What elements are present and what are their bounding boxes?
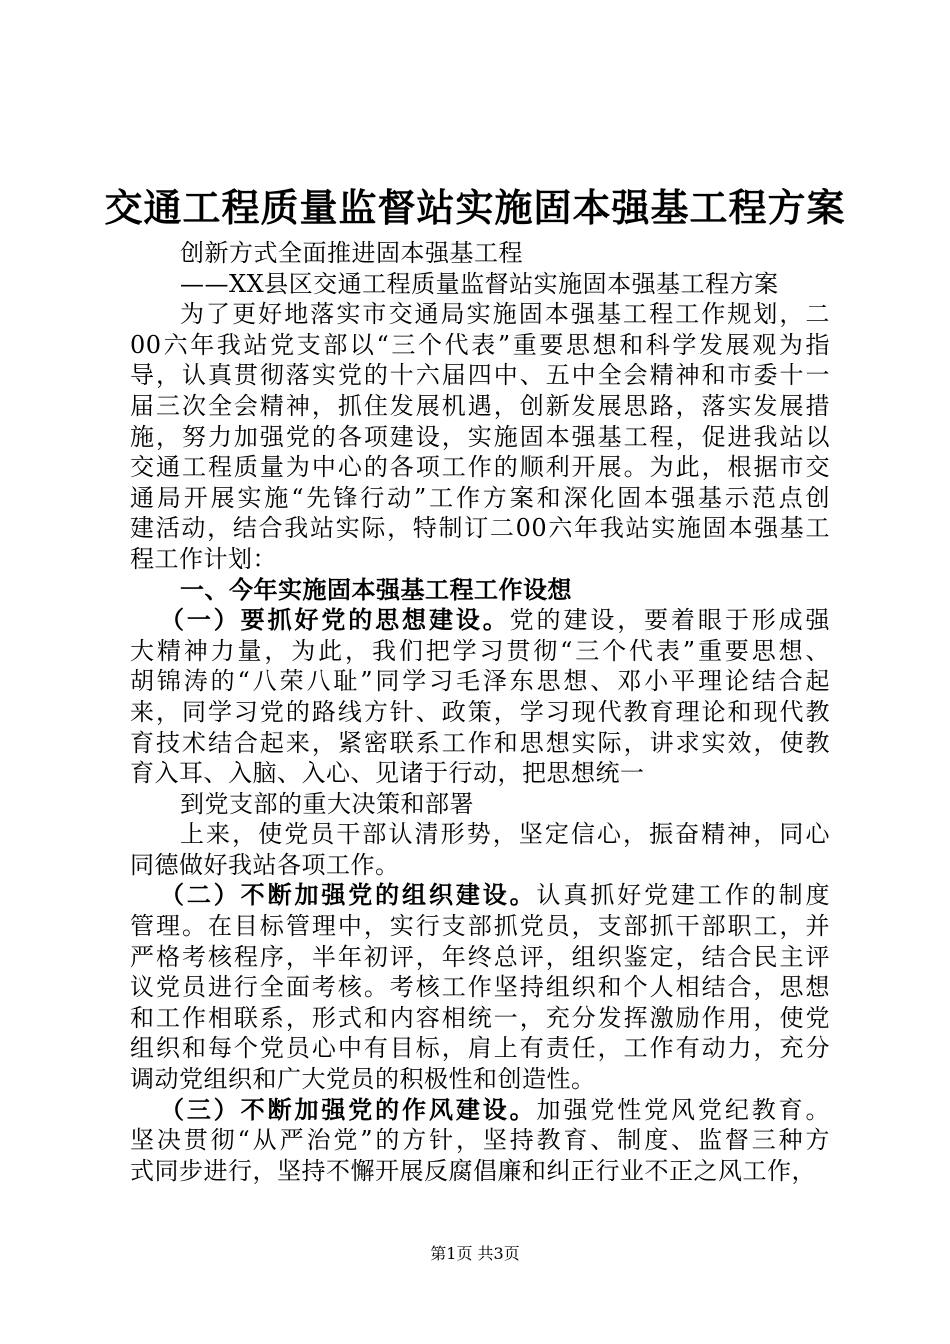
document-body	[130, 238, 830, 1186]
document-title: 交通工程质量监督站实施固本强基工程方案	[104, 185, 846, 230]
intro-line: 建活动，结合我站实际，特制订二00六年我站实施固本强基工	[130, 514, 830, 543]
item-heading: （一）要抓好党的思想建设。	[160, 606, 510, 635]
item-line: 坚决贯彻“从严治党”的方针，坚持教育、制度、监督三种方	[130, 1126, 830, 1155]
subtitle: 创新方式全面推进固本强基工程	[180, 239, 523, 267]
item-text: 加强党性党风党纪教育。	[536, 1095, 831, 1124]
item-line: 式同步进行，坚持不懈开展反腐倡廉和纠正行业不正之风工作，	[130, 1156, 816, 1185]
item-line: 育技术结合起来，紧密联系工作和思想实际，讲求实效，使教	[130, 728, 830, 757]
intro-line: 届三次全会精神，抓住发展机遇，创新发展思路，落实发展措	[130, 391, 830, 420]
item-line: 来，同学习党的路线方针、政策，学习现代教育理论和现代教	[130, 697, 830, 726]
item-line: 育入耳、入脑、入心、见诸于行动，把思想统一	[130, 759, 645, 788]
item-line: 管理。在目标管理中，实行支部抓党员，支部抓干部职工，并	[130, 912, 830, 941]
item-line: 组织和每个党员心中有目标，肩上有责任，工作有动力，充分	[130, 1034, 830, 1063]
item-text: 党的建设，要着眼于形成强	[509, 606, 831, 635]
item-text: 认真抓好党建工作的制度	[536, 881, 831, 910]
item-line: 胡锦涛的“八荣八耻”同学习毛泽东思想、邓小平理论结合起	[130, 667, 830, 696]
intro-line: 00六年我站党支部以“三个代表”重要思想和科学发展观为指	[130, 330, 830, 359]
item-line: 严格考核程序，半年初评，年终总评，组织鉴定，结合民主评	[130, 942, 830, 971]
item-line: 到党支部的重大决策和部署	[180, 789, 474, 818]
item-first-line	[130, 605, 830, 636]
intro-line: 施，努力加强党的各项建设，实施固本强基工程，促进我站以	[130, 422, 830, 451]
item-first-line	[130, 1095, 830, 1126]
section-heading: 一、今年实施固本强基工程工作设想	[180, 575, 572, 604]
item-line: 和工作相联系，形式和内容相统一，充分发挥激励作用，使党	[130, 1003, 830, 1032]
item-line: 上来，使党员干部认清形势，坚定信心，振奋精神，同心	[180, 820, 830, 849]
item-first-line	[130, 880, 830, 911]
byline: ——XX县区交通工程质量监督站实施固本强基工程方案	[180, 269, 779, 298]
item-line: 大精神力量，为此，我们把学习贯彻“三个代表”重要思想、	[130, 636, 830, 665]
item-line: 议党员进行全面考核。考核工作坚持组织和个人相结合，思想	[130, 973, 830, 1002]
intro-line: 程工作计划：	[130, 544, 277, 573]
page-footer: 第1页 共3页	[430, 1244, 520, 1263]
intro-line: 为了更好地落实市交通局实施固本强基工程工作规划，二	[180, 300, 830, 329]
item-heading: （三）不断加强党的作风建设。	[160, 1095, 537, 1124]
item-line: 同德做好我站各项工作。	[130, 850, 400, 879]
item-heading: （二）不断加强党的组织建设。	[160, 881, 537, 910]
intro-line: 导，认真贯彻落实党的十六届四中、五中全会精神和市委十一	[130, 361, 830, 390]
intro-line: 交通工程质量为中心的各项工作的顺利开展。为此，根据市交	[130, 453, 830, 482]
intro-line: 通局开展实施“先锋行动”工作方案和深化固本强基示范点创	[130, 483, 830, 512]
item-line: 调动党组织和广大党员的积极性和创造性。	[130, 1065, 596, 1094]
